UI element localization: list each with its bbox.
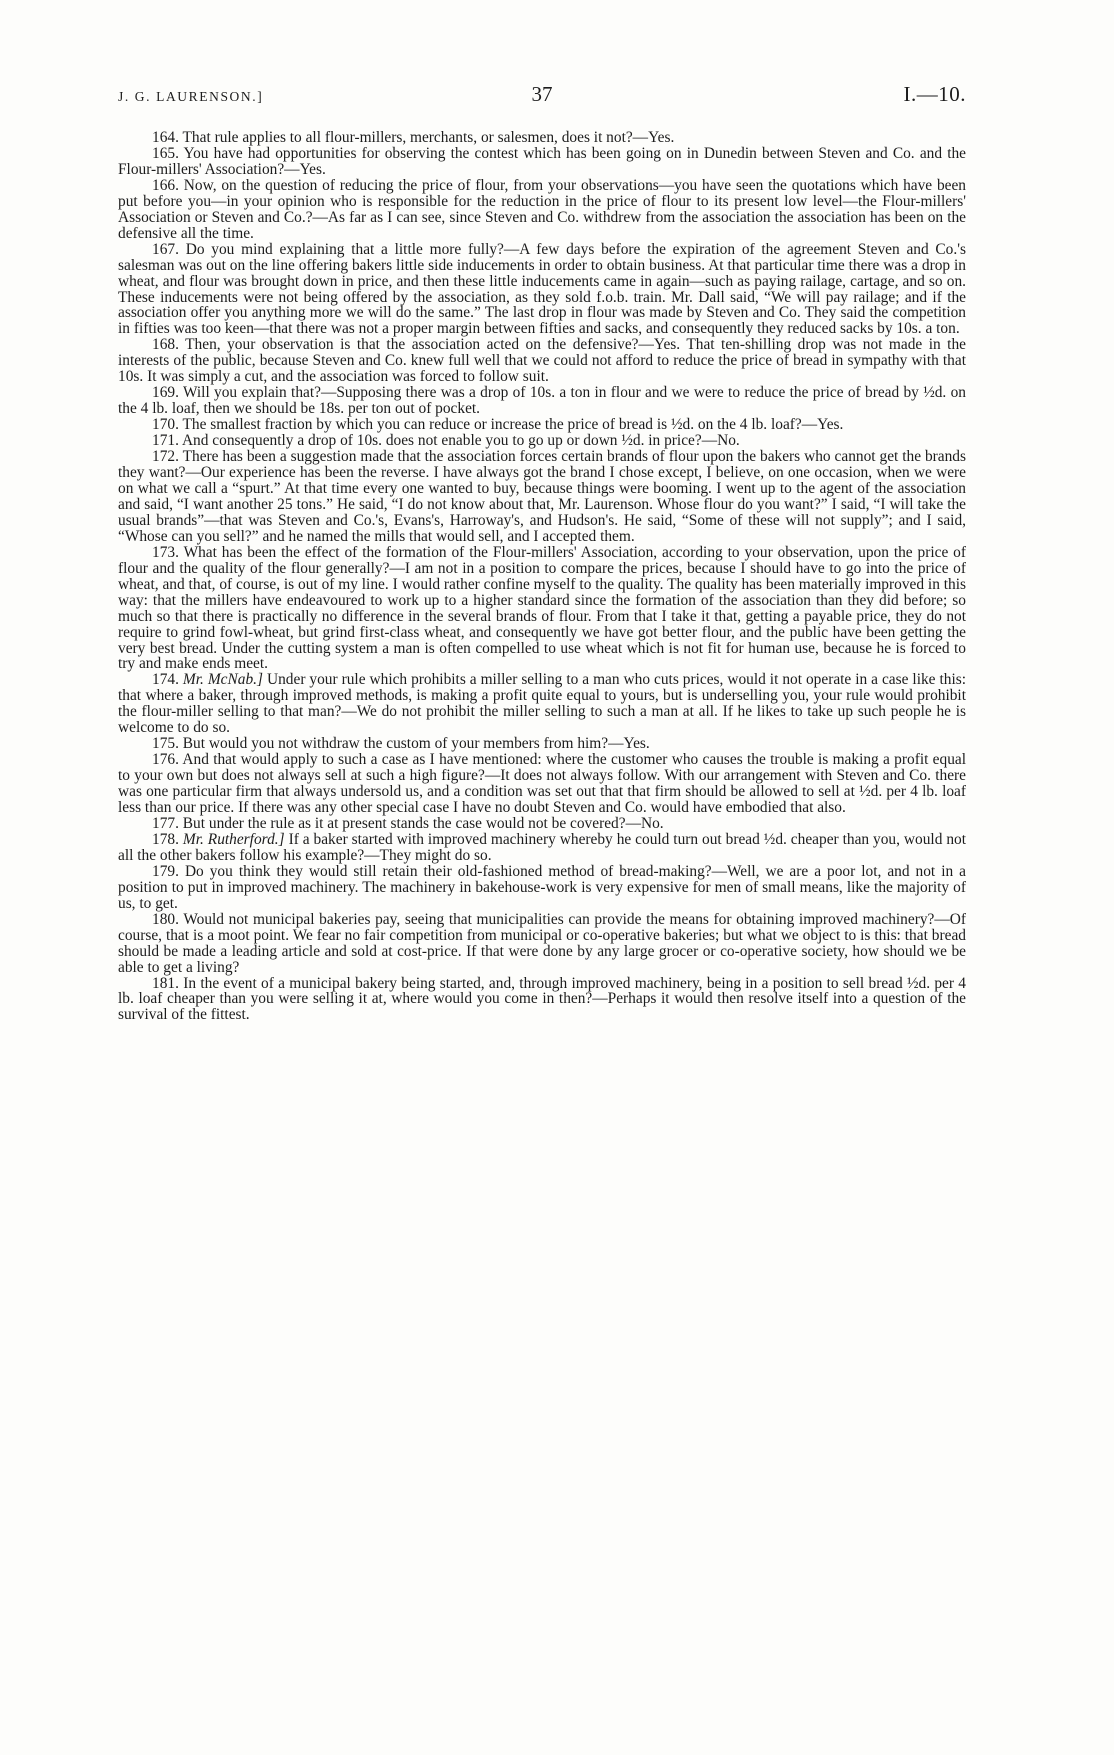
- paragraph-173: [118, 545, 966, 673]
- paragraph-text: There has been a suggestion made that the association forces certain brands of flour upon the bakers who cannot get the brands they want?—Our experience has been the reverse. I have always got the brand I chose except, I believe, on one occasion, when we were on what we call a “spurt.” At that time every one wanted to buy, because things were booming. I went up to the agent of the association and said, “I want another 25 tons.” He said, “I do not know about that, Mr. Laurenson. Whose flour do you want?” I said, “I will take the usual brands”—that was Steven and Co.'s, Evans's, Harroway's, and Hudson's. He said, “Some of these will not supply”; and I said, “Whose can you sell?” and he named the mills that would sell, and I accepted them.: [118, 448, 966, 545]
- paragraph-text: But would you not withdraw the custom of your members from him?—Yes.: [182, 735, 650, 753]
- question-number: 175.: [152, 735, 179, 753]
- question-number: 170.: [152, 416, 179, 434]
- paragraph-167: [118, 242, 966, 338]
- paragraph-text: If a baker started with improved machinery whereby he could turn out bread ½d. cheaper than you, would not all the other bakers follow his example?—They might do so.: [118, 830, 967, 864]
- question-number: 176.: [152, 751, 179, 769]
- paragraph-text: That rule applies to all flour-millers, merchants, or salesmen, does it not?—Yes.: [182, 129, 675, 146]
- paragraph-text: Will you explain that?—Supposing there was a drop of 10s. a ton in flour and we were to reduce the price of bread by ½d. on the 4 lb. loaf, then we should be 18s. per ton out of pocket.: [118, 384, 966, 418]
- page-body: [118, 130, 966, 1023]
- paragraph-181: [118, 976, 966, 1024]
- question-number: 172.: [152, 448, 179, 466]
- paragraph-175: [118, 736, 966, 752]
- question-number: 178.: [152, 830, 179, 848]
- question-number: 167.: [152, 240, 179, 258]
- paragraph-text: Now, on the question of reducing the price of flour, from your observations—you have seen the quotations which have been put before you—in your opinion who is responsible for the reduction in the price of flour to its present low level—the Flour-millers' Association or Steven and Co.?—As far as I can see, since Steven and Co. withdrew from the association the association has been on the defensive all the time.: [118, 176, 966, 242]
- question-number: 177.: [152, 814, 179, 832]
- paragraph-text: But under the rule as it at present stands the case would not be covered?—No.: [182, 814, 664, 832]
- paragraph-text: You have had opportunities for observing the contest which has been going on in Dunedin between Steven and Co. and the Flour-millers' Association?—Yes.: [118, 144, 966, 178]
- paragraph-176: [118, 752, 966, 816]
- question-number: 165.: [152, 144, 179, 162]
- speaker-label: Mr. Rutherford.]: [182, 830, 285, 848]
- paragraph-174: [118, 672, 966, 736]
- page-number: 37: [531, 82, 553, 106]
- paragraph-165: [118, 146, 966, 178]
- paragraph-170: [118, 417, 966, 433]
- question-number: 181.: [152, 974, 179, 992]
- paragraph-177: [118, 816, 966, 832]
- paragraph-text: What has been the effect of the formation of the Flour-millers' Association, according to your observation, upon the price of flour and the quality of the flour generally?—I am not in a position to compare the prices, because I should have to go into the price of wheat, and that, of course, is out of my line. I would rather confine myself to the quality. The quality has been materially improved in this way: that the millers have endeavoured to work up to a higher standard since the formation of the association than they did before; so much so that there is practically no difference in the several brands of flour. From that I take it that, getting a payable price, they do not require to grind fowl-wheat, but grind first-class wheat, and consequently we have got better flour, and the public have been getting the very best bread. Under the cutting system a man is often compelled to use wheat which is not fit for human use, because he is forced to try and make ends meet.: [118, 543, 966, 673]
- question-number: 179.: [152, 862, 179, 880]
- paragraph-text: Then, your observation is that the association acted on the defensive?—Yes. That ten-shilling drop was not made in the interests of the public, because Steven and Co. knew full well that we could not afford to reduce the price of bread in sympathy with that 10s. It was simply a cut, and the association was forced to follow suit.: [118, 336, 966, 386]
- question-number: 166.: [152, 176, 179, 194]
- paragraph-166: [118, 178, 966, 242]
- paragraph-text: Under your rule which prohibits a miller selling to a man who cuts prices, would it not operate in a case like this: that where a baker, through improved methods, is making a profit quite equal to yours, but is underselling you, your rule would prohibit the flour-miller selling to that man?—We do not prohibit the miller selling to such a man at all. If he likes to take up such people he is welcome to do so.: [118, 671, 966, 737]
- question-number: 171.: [152, 432, 179, 450]
- question-number: 169.: [152, 384, 179, 402]
- witness-name-header: J. G. LAURENSON.]: [118, 89, 264, 104]
- paragraph-text: Do you think they would still retain their old-fashioned method of bread-making?—Well, we are a poor lot, and not in a position to put in improved machinery. The machinery in bakehouse-work is very expensive for men of small means, like the majority of us, to get.: [118, 862, 966, 912]
- paper-reference: I.—10.: [903, 82, 966, 106]
- paragraph-179: [118, 864, 966, 912]
- question-number: 173.: [152, 543, 179, 561]
- paragraph-text: And consequently a drop of 10s. does not enable you to go up or down ½d. in price?—No.: [181, 432, 740, 450]
- question-number: 164.: [152, 129, 179, 146]
- question-number: 174.: [152, 671, 179, 689]
- paragraph-172: [118, 449, 966, 545]
- question-number: 180.: [152, 910, 179, 928]
- paragraph-178: [118, 832, 966, 864]
- paragraph-text: The smallest fraction by which you can reduce or increase the price of bread is ½d. on the 4 lb. loaf?—Yes.: [182, 416, 844, 434]
- paragraph-text: In the event of a municipal bakery being started, and, through improved machinery, being in a position to sell bread ½d. per 4 lb. loaf cheaper than you were selling it at, where would you come in then?—Perhaps it would then resolve itself into a question of the survival of the fittest.: [118, 974, 966, 1024]
- paragraph-180: [118, 912, 966, 976]
- question-number: 168.: [152, 336, 179, 354]
- paragraph-text: Do you mind explaining that a little more fully?—A few days before the expiration of the agreement Steven and Co.'s salesman was out on the line offering bakers little side inducements in order to obtain business. At that particular time there was a drop in wheat, and flour was brought down in price, and then these little inducements came in again—such as paying railage, cartage, and so on. These inducements were not being offered by the association, as they sold f.o.b. train. Mr. Dall said, “We will pay railage; and if the association offer you anything more we will do the same.” The last drop in flour was made by Steven and Co. They said the competition in fifties was too keen—that there was not a proper margin between fifties and sacks, and consequently they reduced sacks by 10s. a ton.: [118, 240, 966, 338]
- paragraph-169: [118, 385, 966, 417]
- page-header: [118, 82, 966, 112]
- paragraph-text: Would not municipal bakeries pay, seeing that municipalities can provide the means for obtaining improved machinery?—Of course, that is a moot point. We fear no fair competition from municipal or co-operative bakeries; but what we object to is this: that bread should be made a leading article and sold at cost-price. If that were done by any large grocer or co-operative society, how should we be able to get a living?: [118, 910, 966, 976]
- paragraph-168: [118, 337, 966, 385]
- paragraph-text: And that would apply to such a case as I have mentioned: where the customer who causes the trouble is making a profit equal to your own but does not always sell at such a high figure?—It does not always follow. With our arrangement with Steven and Co. there was one particular firm that always undersold us, and a condition was set out that that firm should be allowed to sell at ½d. per 4 lb. loaf less than our price. If there was any other special case I have no doubt Steven and Co. would have embodied that also.: [118, 751, 966, 817]
- paragraph-171: [118, 433, 966, 449]
- paragraph-164: [118, 130, 966, 146]
- speaker-label: Mr. McNab.]: [182, 671, 263, 689]
